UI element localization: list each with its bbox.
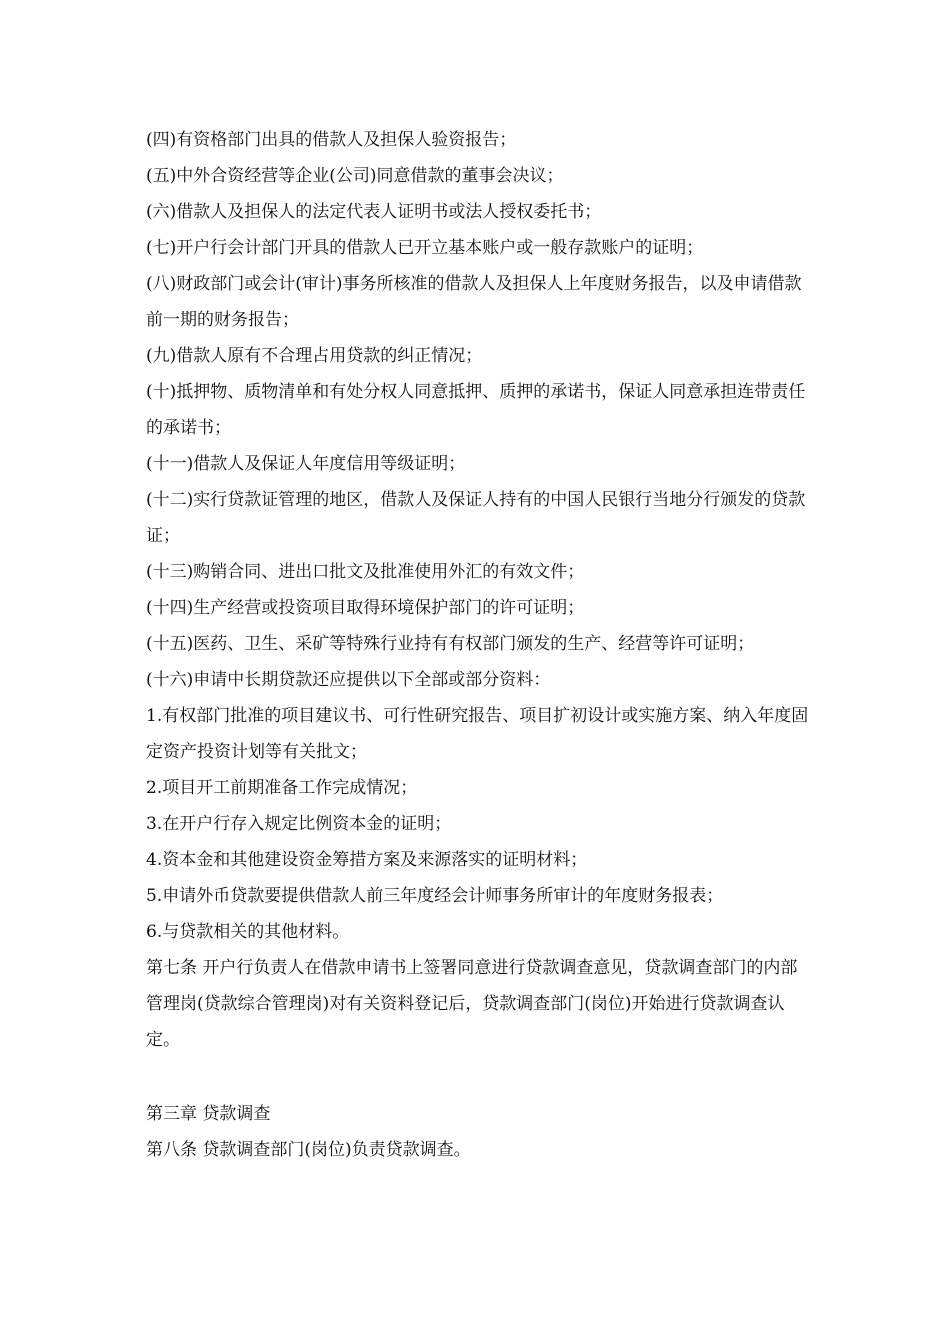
list-item: (六)借款人及担保人的法定代表人证明书或法人授权委托书； <box>146 202 602 222</box>
list-item: (九)借款人原有不合理占用贷款的纠正情况； <box>146 346 483 366</box>
section-spacer <box>146 1058 814 1096</box>
list-item: (十二)实行贷款证管理的地区，借款人及保证人持有的中国人民银行当地分行颁发的贷款证； <box>146 490 806 546</box>
list-item: (十)抵押物、质物清单和有处分权人同意抵押、质押的承诺书，保证人同意承担连带责任的承诺书； <box>146 382 806 438</box>
article-8: 第八条 贷款调查部门(岗位)负责贷款调查。 <box>146 1140 471 1160</box>
list-item: (十五)医药、卫生、采矿等特殊行业持有有权部门颁发的生产、经营等许可证明； <box>146 634 755 654</box>
list-item: (五)中外合资经营等企业(公司)同意借款的董事会决议； <box>146 166 564 186</box>
sub-list-item: 1.有权部门批准的项目建议书、可行性研究报告、项目扩初设计或实施方案、纳入年度固定资产投资计划等有关批文； <box>146 706 809 762</box>
document-body <box>146 122 814 1168</box>
list-item: (十六)申请中长期贷款还应提供以下全部或部分资料： <box>146 670 551 690</box>
sub-list-item: 5.申请外币贷款要提供借款人前三年度经会计师事务所审计的年度财务报表； <box>146 886 724 906</box>
list-item: (十四)生产经营或投资项目取得环境保护部门的许可证明； <box>146 598 585 618</box>
list-item: (四)有资格部门出具的借款人及担保人验资报告； <box>146 130 517 150</box>
list-item: (八)财政部门或会计(审计)事务所核准的借款人及担保人上年度财务报告，以及申请借款前一期的财务报告； <box>146 274 802 330</box>
sub-list-item: 3.在开户行存入规定比例资本金的证明； <box>146 814 452 834</box>
list-item: (七)开户行会计部门开具的借款人已开立基本账户或一般存款账户的证明； <box>146 238 704 258</box>
sub-list-item: 2.项目开工前期准备工作完成情况； <box>146 778 418 798</box>
chapter-heading: 第三章 贷款调查 <box>146 1104 271 1124</box>
article-7: 第七条 开户行负责人在借款申请书上签署同意进行贷款调查意见，贷款调查部门的内部管理岗(贷款综合管理岗)对有关资料登记后，贷款调查部门(岗位)开始进行贷款调查认定。 <box>146 958 798 1050</box>
list-item: (十一)借款人及保证人年度信用等级证明； <box>146 454 466 474</box>
sub-list-item: 4.资本金和其他建设资金筹措方案及来源落实的证明材料； <box>146 850 588 870</box>
sub-list-item: 6.与贷款相关的其他材料。 <box>146 922 350 942</box>
list-item: (十三)购销合同、进出口批文及批准使用外汇的有效文件； <box>146 562 585 582</box>
